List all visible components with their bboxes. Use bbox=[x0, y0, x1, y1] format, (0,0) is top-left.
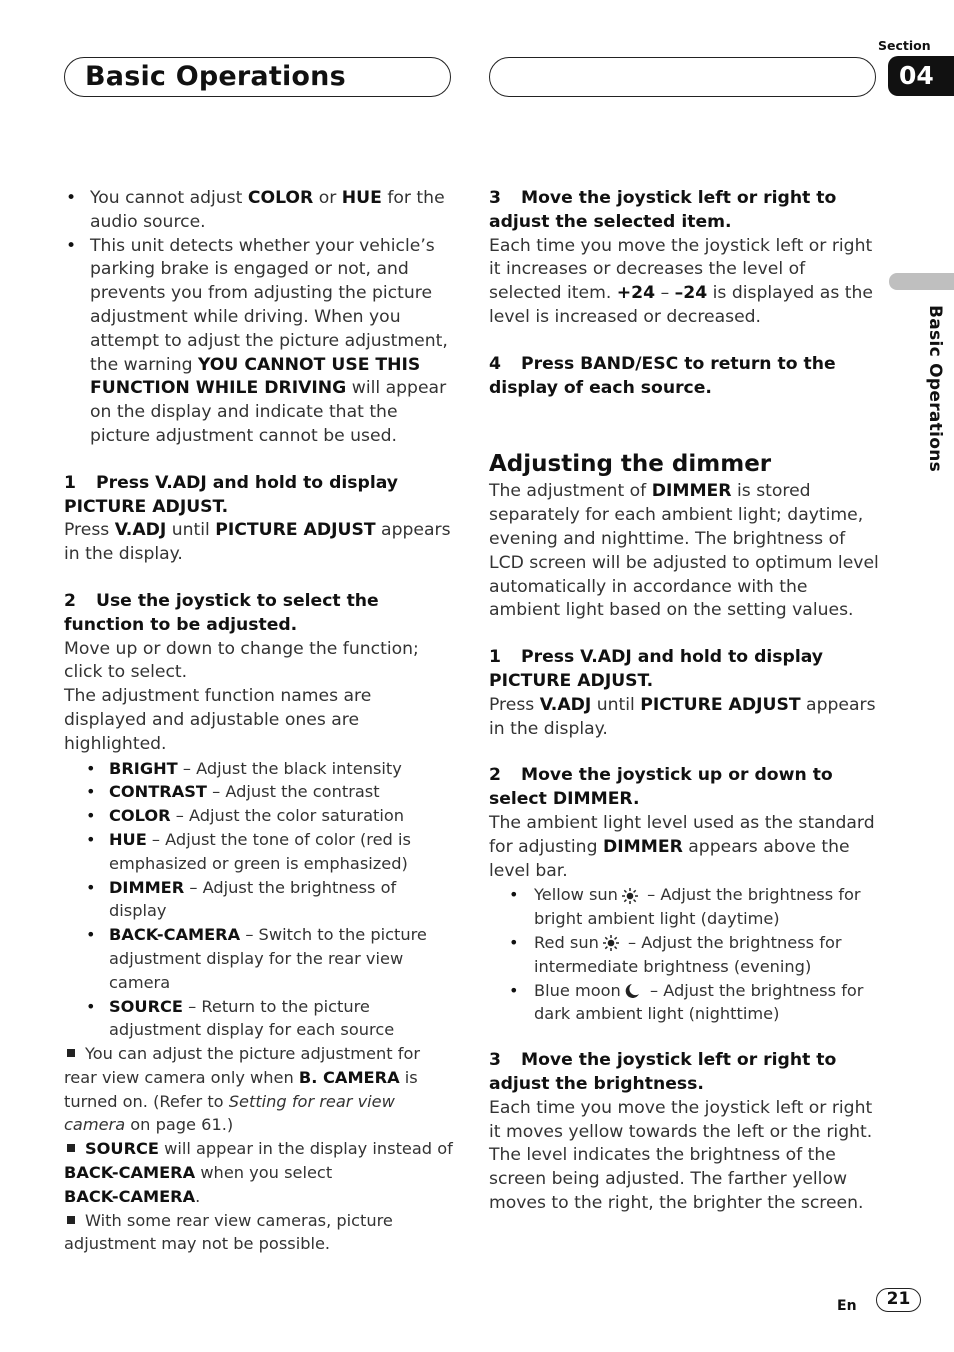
note-square-icon bbox=[67, 1049, 75, 1057]
left-column bbox=[64, 187, 454, 1256]
step-body: Press V.ADJ until PICTURE ADJUST appears in the display. bbox=[64, 520, 451, 565]
step-heading: 3 Move the joystick left or right to adjust the selected item. bbox=[489, 188, 837, 232]
page-number: 21 bbox=[876, 1288, 921, 1312]
step-body: Move up or down to change the function; click to select. bbox=[64, 638, 419, 683]
function-item: • BRIGHT – Adjust the black intensity bbox=[86, 758, 402, 778]
moon-icon bbox=[624, 982, 642, 1000]
intro-text: The adjustment of DIMMER is stored separately for each ambient light; daytime, evening and nighttime. The brightness of LCD screen will be adjusted to optimum level automatically in accordance with the ambient light based on the setting values. bbox=[489, 481, 879, 621]
step-heading: 1 Press V.ADJ and hold to display PICTURE ADJUST. bbox=[64, 472, 398, 517]
function-item: • CONTRAST – Adjust the contrast bbox=[86, 782, 380, 802]
function-item: • BACK-CAMERA – Switch to the picture adjustment display for the rear view camera bbox=[86, 925, 427, 992]
language-label: En bbox=[837, 1298, 857, 1314]
header-title-frame bbox=[64, 57, 451, 97]
note-square-icon bbox=[67, 1216, 75, 1224]
step-body: Each time you move the joystick left or right it increases or decreases the level of selected item. +24 – –24 is displayed as the level is increased or decreased. bbox=[489, 235, 873, 327]
function-item: • SOURCE – Return to the picture adjustment display for each source bbox=[86, 996, 395, 1040]
sun-icon bbox=[602, 934, 620, 952]
section-label: Section bbox=[878, 38, 931, 53]
step-heading: 2 Use the joystick to select the function to be adjusted. bbox=[64, 590, 379, 635]
step-heading: 2 Move the joystick up or down to select DIMMER. bbox=[489, 765, 833, 810]
step-heading: 4 Press BAND/ESC to return to the display of each source. bbox=[489, 353, 836, 398]
page-title: Basic Operations bbox=[85, 61, 346, 92]
sun-icon bbox=[621, 887, 639, 905]
section-number-tab: 04 bbox=[888, 56, 954, 96]
function-item: • HUE – Adjust the tone of color (red is emphasized or green is emphasized) bbox=[86, 829, 411, 873]
level-item: • Blue moon – Adjust the brightness for dark ambient light (nighttime) bbox=[509, 980, 864, 1024]
note-square-icon bbox=[67, 1144, 75, 1152]
step-body: The ambient light level used as the standard for adjusting DIMMER appears above the level bar. bbox=[489, 812, 875, 881]
step-body: The level indicates the brightness of the screen being adjusted. The farther yellow moves to the right, the brighter the screen. bbox=[489, 1145, 864, 1213]
note: With some rear view cameras, picture adjustment may not be possible. bbox=[64, 1210, 393, 1254]
step-heading: 1 Press V.ADJ and hold to display PICTURE ADJUST. bbox=[489, 647, 823, 691]
step-body: Each time you move the joystick left or right it moves yellow towards the left or the right. bbox=[489, 1097, 873, 1142]
note: SOURCE will appear in the display instead of BACK-CAMERA when you select BACK-CAMERA. bbox=[64, 1139, 453, 1206]
level-item: • Red sun – Adjust the brightness for intermediate brightness (evening) bbox=[509, 932, 842, 976]
side-tab-marker bbox=[889, 273, 954, 290]
section-heading: Adjusting the dimmer bbox=[489, 451, 772, 478]
bullet-item: • You cannot adjust COLOR or HUE for the audio source. bbox=[66, 188, 445, 232]
header-right-frame bbox=[489, 57, 876, 97]
right-column bbox=[489, 187, 879, 1216]
bullet-item: • This unit detects whether your vehicle’s parking brake is engaged or not, and prevents you from adjusting the picture adjustment while driving. When you attempt to adjust the picture adjustment, the warning YOU CANNOT USE THIS FUNCTION WHILE DRIVING will appear on the display and indicate that the picture adjustment cannot be used. bbox=[66, 235, 448, 446]
note: You can adjust the picture adjustment for rear view camera only when B. CAMERA is turned on. (Refer to Setting for rear view camera on page 61.) bbox=[64, 1044, 421, 1135]
step-body: The adjustment function names are displayed and adjustable ones are highlighted. bbox=[64, 686, 372, 754]
step-heading: 3 Move the joystick left or right to adjust the brightness. bbox=[489, 1050, 837, 1094]
level-item: • Yellow sun – Adjust the brightness for bright ambient light (daytime) bbox=[509, 885, 861, 929]
side-section-label: Basic Operations bbox=[925, 305, 945, 473]
function-item: • DIMMER – Adjust the brightness of display bbox=[86, 877, 397, 921]
function-item: • COLOR – Adjust the color saturation bbox=[86, 806, 405, 826]
step-body: Press V.ADJ until PICTURE ADJUST appears in the display. bbox=[489, 694, 876, 739]
